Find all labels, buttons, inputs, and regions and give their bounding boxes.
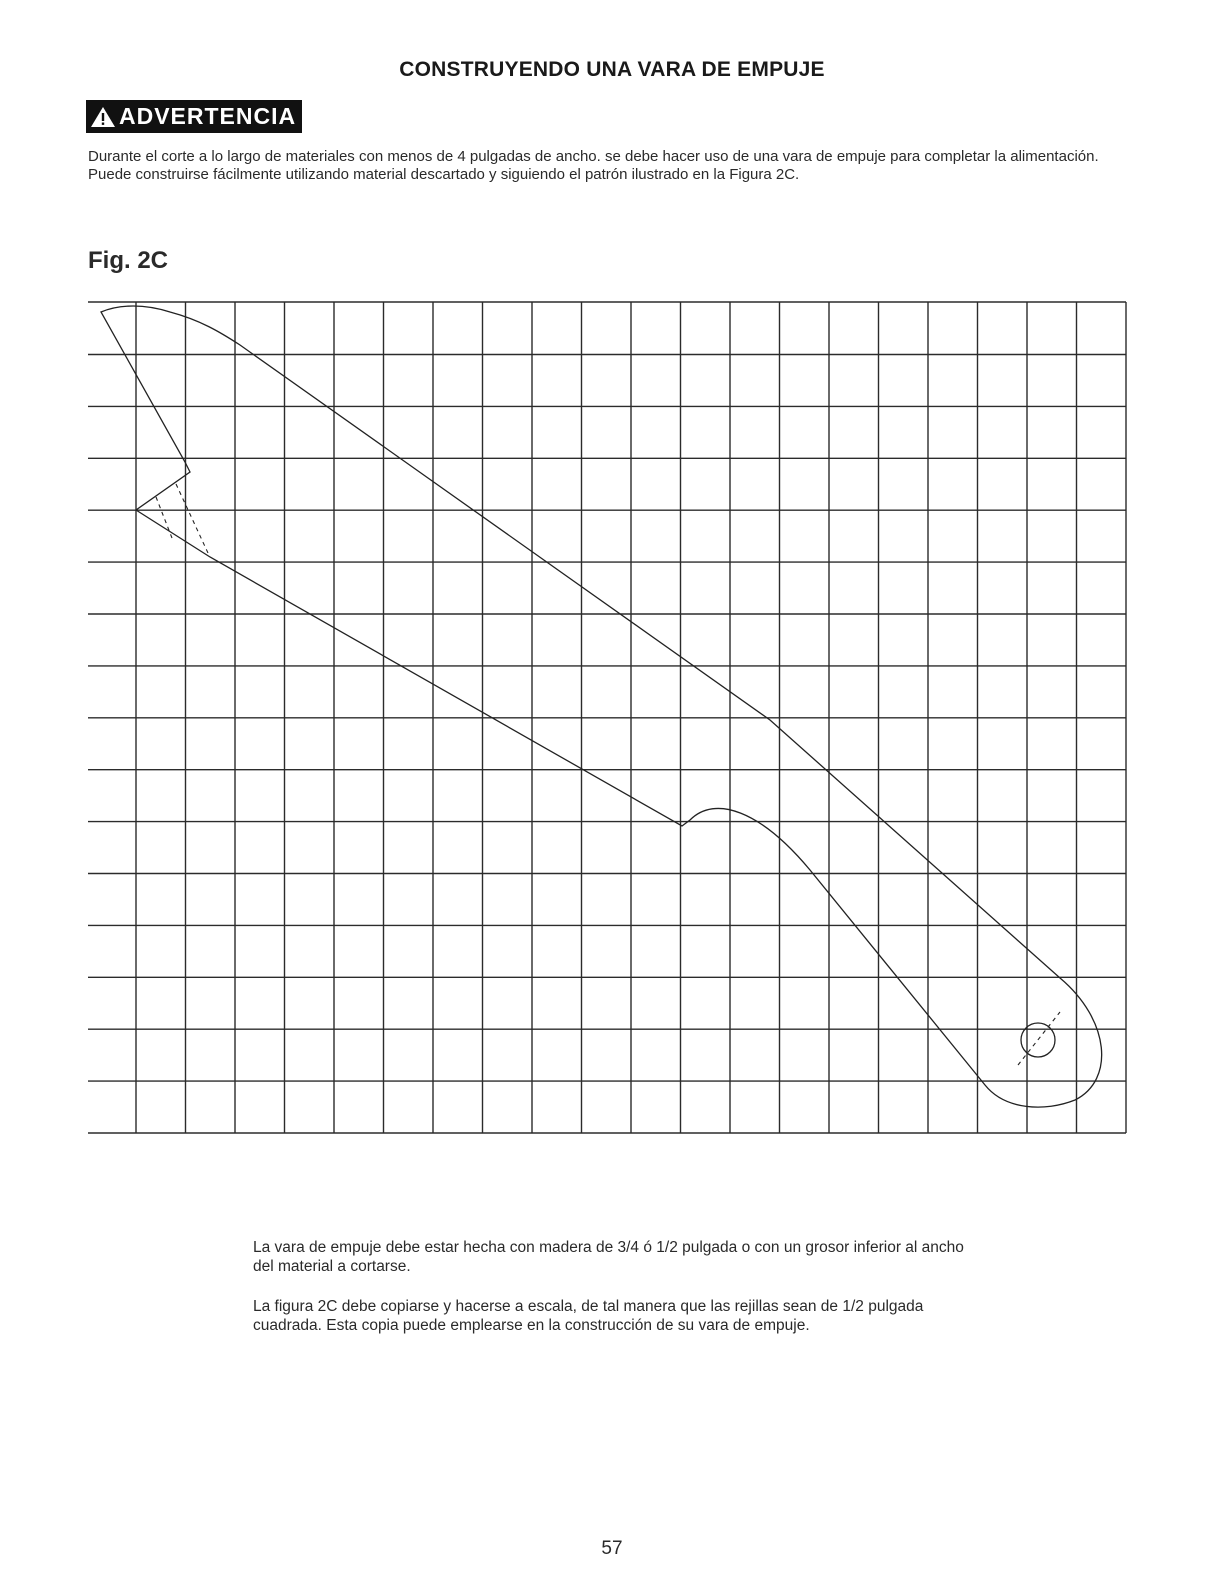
grid bbox=[88, 302, 1126, 1133]
warning-label: ADVERTENCIA bbox=[119, 103, 297, 129]
figure-label: Fig. 2C bbox=[88, 247, 169, 274]
note-scale: La figura 2C debe copiarse y hacerse a escala, de tal manera que las rejillas sean de 1/2 pulgada cuadrada. Esta copia puede emplearse en la construcción de su vara de empuje. bbox=[253, 1298, 924, 1334]
heel-dashed-lines bbox=[156, 484, 208, 553]
note-thickness: La vara de empuje debe estar hecha con madera de 3/4 ó 1/2 pulgada o con un grosor inferior al ancho del material a cortarse. bbox=[253, 1239, 964, 1275]
page-title: CONSTRUYENDO UNA VARA DE EMPUJE bbox=[399, 58, 825, 81]
hanging-hole bbox=[1018, 1012, 1060, 1065]
warning-text: Durante el corte a lo largo de materiales con menos de 4 pulgadas de ancho. se debe hacer uso de una vara de empuje para completar la alimentación. Puede construirse fácilmente utilizando material descartado y siguiendo el patrón ilustrado en la Figura 2C. bbox=[88, 148, 1099, 183]
push-stick-outline bbox=[101, 306, 1102, 1107]
page-number: 57 bbox=[601, 1538, 623, 1559]
